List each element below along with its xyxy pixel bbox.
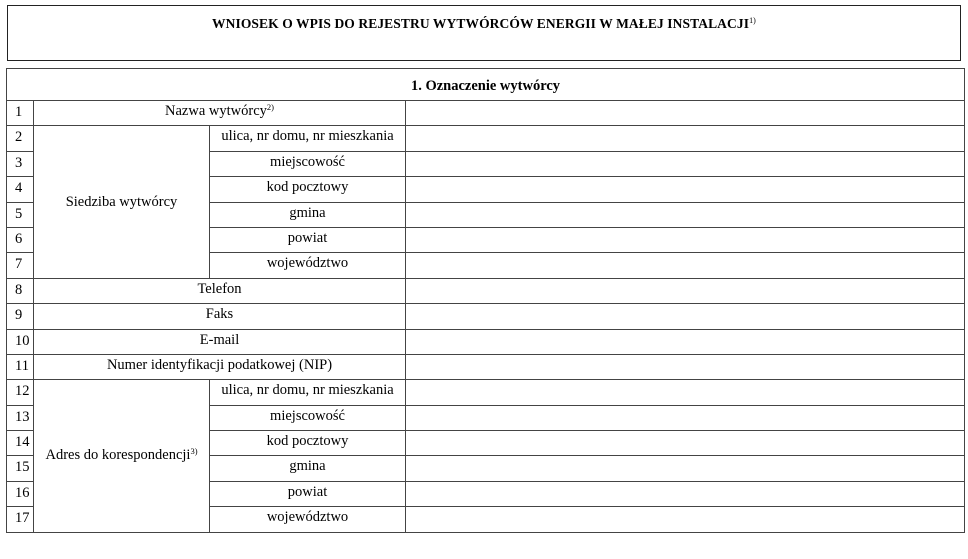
group-label-correspondence [34,380,210,532]
row-number: 10 [7,329,34,354]
row-number: 16 [7,481,34,506]
nip-field[interactable] [406,354,965,379]
row-number: 6 [7,227,34,252]
group-label-headquarters: Siedziba wytwórcy [34,126,210,278]
table-row [7,278,965,303]
field-label-voivodeship: województwo [210,507,406,532]
title-footnote-marker: 1) [749,16,756,25]
producer-form-table [6,68,965,533]
row-number: 17 [7,507,34,532]
producer-name-label-text: Nazwa wytwórcy [165,103,267,119]
row-number: 13 [7,405,34,430]
table-row [7,304,965,329]
row-number: 12 [7,380,34,405]
form-title-box [7,5,961,61]
field-label-street: ulica, nr domu, nr mieszkania [210,380,406,405]
table-row [7,380,965,405]
hq-commune-field[interactable] [406,202,965,227]
field-label-nip: Numer identyfikacji podatkowej (NIP) [34,354,406,379]
section-header-row [7,69,965,101]
row-number: 9 [7,304,34,329]
table-row [7,126,965,151]
row-number: 2 [7,126,34,151]
field-label-county: powiat [210,481,406,506]
table-row [7,354,965,379]
form-title [8,16,960,32]
corr-street-field[interactable] [406,380,965,405]
corr-commune-field[interactable] [406,456,965,481]
field-label-street: ulica, nr domu, nr mieszkania [210,126,406,151]
footnote-marker: 3) [190,446,198,457]
producer-name-field[interactable] [406,101,965,126]
footnote-marker: 2) [266,102,274,112]
field-label-county: powiat [210,227,406,252]
row-number: 7 [7,253,34,278]
row-number: 11 [7,354,34,379]
field-label-email: E-mail [34,329,406,354]
email-field[interactable] [406,329,965,354]
row-number: 4 [7,177,34,202]
section-title: 1. Oznaczenie wytwórcy [7,69,965,101]
hq-street-field[interactable] [406,126,965,151]
field-label-producer-name [34,101,406,126]
row-number: 1 [7,101,34,126]
field-label-postal-code: kod pocztowy [210,177,406,202]
field-label-city: miejscowość [210,405,406,430]
form-title-text: WNIOSEK O WPIS DO REJESTRU WYTWÓRCÓW ENERGII W MAŁEJ INSTALACJI [212,16,750,31]
hq-city-field[interactable] [406,151,965,176]
row-number: 3 [7,151,34,176]
field-label-fax: Faks [34,304,406,329]
row-number: 8 [7,278,34,303]
correspondence-label-text: Adres do korespondencji [45,447,191,464]
corr-voivodeship-field[interactable] [406,507,965,532]
field-label-postal-code: kod pocztowy [210,431,406,456]
field-label-voivodeship: województwo [210,253,406,278]
phone-field[interactable] [406,278,965,303]
fax-field[interactable] [406,304,965,329]
field-label-city: miejscowość [210,151,406,176]
table-row [7,101,965,126]
corr-city-field[interactable] [406,405,965,430]
hq-county-field[interactable] [406,227,965,252]
corr-county-field[interactable] [406,481,965,506]
row-number: 14 [7,431,34,456]
hq-voivodeship-field[interactable] [406,253,965,278]
field-label-phone: Telefon [34,278,406,303]
field-label-commune: gmina [210,202,406,227]
table-row [7,329,965,354]
row-number: 5 [7,202,34,227]
corr-postal-code-field[interactable] [406,431,965,456]
hq-postal-code-field[interactable] [406,177,965,202]
field-label-commune: gmina [210,456,406,481]
row-number: 15 [7,456,34,481]
